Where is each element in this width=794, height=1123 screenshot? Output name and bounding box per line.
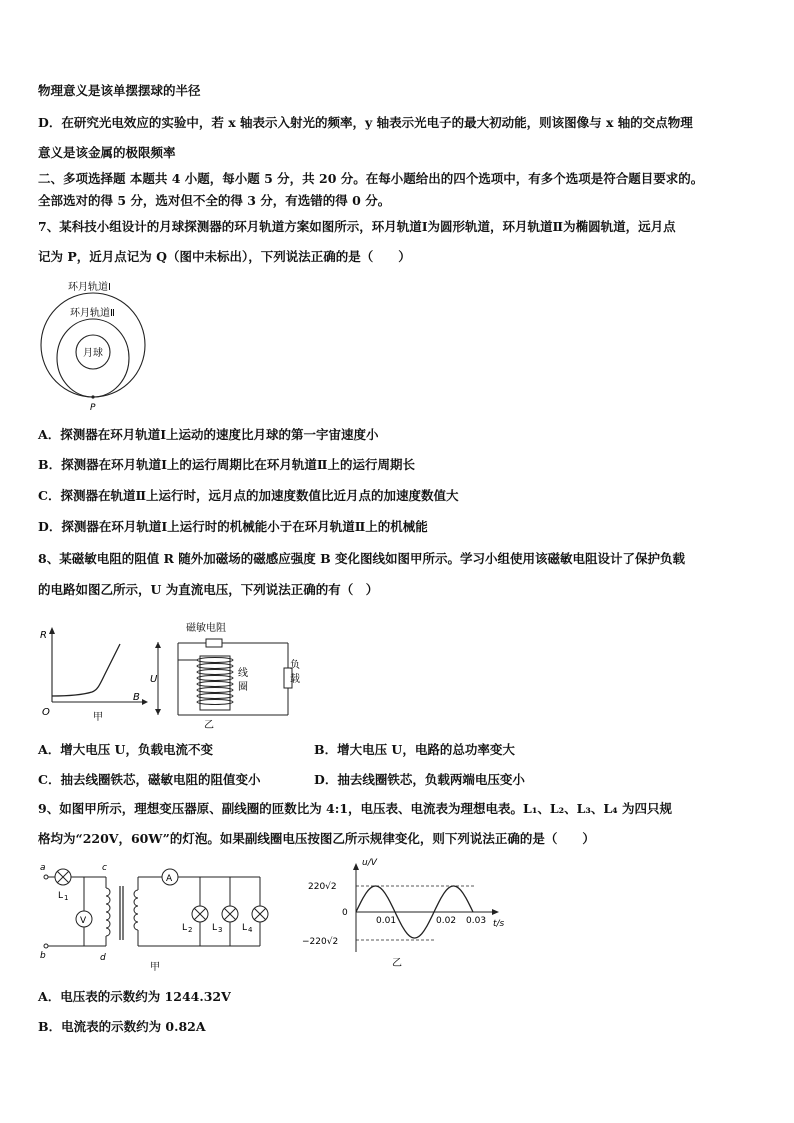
question-7-stem: 记为 P，近月点记为 Q（图中未标出），下列说法正确的是（ ） [38, 249, 411, 264]
coil-label-2: 圈 [238, 682, 248, 693]
lamp-l3-sub: 3 [218, 926, 223, 934]
lamp-l2-label: L [182, 923, 188, 933]
figure-label-yi: 乙 [204, 720, 214, 730]
p-label: P [90, 403, 96, 413]
option-9a: A．电压表的示数约为 1244.32V [38, 989, 231, 1004]
magnetoresistor [206, 639, 222, 647]
figure-label-jia: 甲 [93, 712, 103, 722]
question-8-stem: 的电路如图乙所示，U 为直流电压，下列说法正确的有（ ） [38, 582, 379, 597]
figure-label-jia: 甲 [150, 962, 160, 973]
voltage-waveform [300, 856, 516, 974]
terminal-b: b [40, 951, 46, 961]
coil-label-1: 线 [238, 668, 248, 679]
primary-coil [106, 888, 110, 936]
u-axis-label: u/V [362, 858, 377, 868]
option-8c: C．抽去线圈铁芯，磁敏电阻的阻值变小 [38, 772, 261, 787]
b-axis-label: B [133, 692, 140, 703]
question-8-stem: 8、某磁敏电阻的阻值 R 随外加磁场的磁感应强度 B 变化图线如图甲所示。学习小组使用该磁敏电阻设计了保护负载 [38, 551, 686, 566]
terminal-c: c [102, 863, 107, 873]
t1-label: 0.01 [376, 916, 397, 926]
orbit-2-label: 环月轨道Ⅱ [70, 308, 115, 319]
load-label-1: 负 [290, 660, 300, 671]
option-7a: A．探测器在环月轨道Ⅰ上运动的速度比月球的第一宇宙速度小 [38, 427, 379, 442]
options-8ab [38, 740, 515, 758]
option-8b: B．增大电压 U，电路的总功率变大 [314, 742, 515, 757]
load-label-2: 载 [290, 674, 300, 685]
terminal-d: d [100, 953, 106, 963]
r-axis-label: R [40, 630, 47, 641]
question-9-stem: 格均为“220V，60W”的灯泡。如果副线圈电压按图乙所示规律变化，则下列说法正确的是（ ） [38, 831, 595, 846]
figure-label-yi: 乙 [392, 958, 402, 969]
option-8d: D．抽去线圈铁芯，负载两端电压变小 [314, 772, 525, 787]
options-8cd [38, 770, 525, 788]
y-min-label: −220√2 [302, 937, 339, 947]
lamp-l1-label: L [58, 891, 64, 901]
lamp-l4-sub: 4 [248, 926, 253, 934]
resistor-label: 磁敏电阻 [186, 623, 226, 634]
rb-curve [52, 644, 120, 696]
transformer-circuit [38, 858, 270, 974]
ammeter-label: A [166, 874, 173, 884]
zero-label: 0 [342, 908, 348, 918]
point-p [91, 395, 94, 398]
secondary-coil [134, 890, 138, 930]
terminal-a: a [40, 863, 46, 873]
option-7c: C．探测器在轨道Ⅱ上运行时，远月点的加速度数值比近月点的加速度数值大 [38, 488, 459, 503]
magnetoresistor-circuit [148, 618, 308, 730]
question-9-stem: 9、如图甲所示，理想变压器原、副线圈的匝数比为 4:1，电压表、电流表为理想电表。L₁、L₂、L₃、L₄ 为四只规 [38, 801, 672, 816]
voltmeter-label: V [80, 916, 87, 926]
lamp-l4-label: L [242, 923, 248, 933]
option-7d: D．探测器在环月轨道Ⅰ上运行时的机械能小于在环月轨道Ⅱ上的机械能 [38, 519, 428, 534]
t3-label: 0.03 [466, 916, 487, 926]
option-7b: B．探测器在环月轨道Ⅰ上的运行周期比在环月轨道Ⅱ上的运行周期长 [38, 457, 415, 472]
lamp-l1-sub: 1 [64, 894, 69, 902]
option-9b: B．电流表的示数约为 0.82A [38, 1019, 206, 1034]
section-heading: 二、多项选择题 本题共 4 小题，每小题 5 分，共 20 分。在每小题给出的四个选项中，有多个选项是符合题目要求的。 [38, 171, 704, 186]
y-max-label: 220√2 [308, 882, 337, 892]
u-label: U [150, 674, 158, 685]
coil [197, 658, 233, 705]
orbit-1-label: 环月轨道Ⅰ [68, 282, 111, 293]
moon-label: 月球 [83, 348, 103, 359]
option-8a: A．增大电压 U，负载电流不变 [38, 742, 213, 757]
lamp-l2-sub: 2 [188, 926, 193, 934]
t-axis-label: t/s [493, 919, 505, 929]
rb-graph [38, 622, 150, 722]
orbit-figure [38, 278, 158, 416]
origin-label: O [42, 707, 50, 718]
lamp-l3-label: L [212, 923, 218, 933]
text-line: 意义是该金属的极限频率 [38, 145, 176, 160]
question-7-stem: 7、某科技小组设计的月球探测器的环月轨道方案如图所示，环月轨道Ⅰ为圆形轨道，环月轨道Ⅱ为椭圆轨道，远月点 [38, 219, 676, 234]
text-line: 物理意义是该单摆摆球的半径 [38, 83, 201, 98]
t2-label: 0.02 [436, 916, 457, 926]
text-line: D．在研究光电效应的实验中，若 x 轴表示入射光的频率，y 轴表示光电子的最大初动能，则该图像与 x 轴的交点物理 [38, 115, 693, 130]
text-line: 全部选对的得 5 分，选对但不全的得 3 分，有选错的得 0 分。 [38, 193, 391, 208]
